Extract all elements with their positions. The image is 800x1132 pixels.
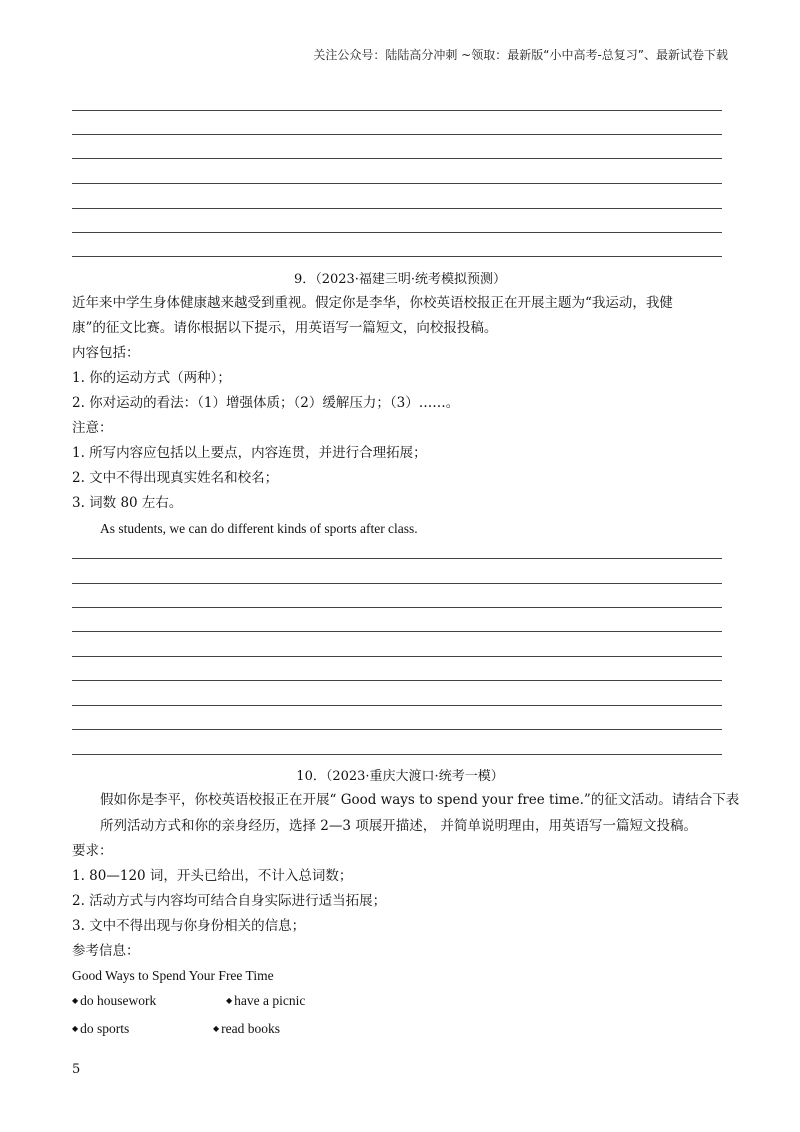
q10-reference-item-text: do housework bbox=[80, 993, 157, 1008]
writing-line bbox=[72, 607, 722, 608]
q10-reference-item bbox=[226, 993, 305, 1009]
q10-requirements-label: 要求： bbox=[72, 843, 113, 859]
writing-line bbox=[72, 583, 722, 584]
q10-paragraph-line-1: 假如你是李平，你校英语校报正在开展“ Good ways to spend your free time.”的征文活动。请结合下表 bbox=[100, 792, 740, 808]
q10-paragraph-line-2: 所列活动方式和你的亲身经历，选择 2—3 项展开描述， 并简单说明理由，用英语写一篇短文投稿。 bbox=[100, 818, 698, 834]
q10-reference-title: Good Ways to Spend Your Free Time bbox=[72, 968, 274, 983]
writing-line bbox=[72, 134, 722, 135]
writing-line bbox=[72, 183, 722, 184]
q10-requirement-3: 3. 文中不得出现与你身份相关的信息； bbox=[72, 918, 306, 934]
q10-title: 10．（2023·重庆大渡口·统考一模） bbox=[296, 769, 504, 784]
q9-note-label: 注意： bbox=[72, 420, 113, 436]
writing-line bbox=[72, 705, 722, 706]
writing-line bbox=[72, 631, 722, 632]
writing-line bbox=[72, 158, 722, 159]
q9-paragraph-line-1: 近年来中学生身体健康越来越受到重视。假定你是李华，你校英语校报正在开展主题为“我运动，我健 bbox=[72, 295, 673, 311]
q9-starter-sentence: As students, we can do different kinds of sports after class. bbox=[100, 521, 418, 536]
writing-line bbox=[72, 232, 722, 233]
q9-content-item-1: 1. 你的运动方式（两种）； bbox=[72, 370, 231, 386]
q10-requirement-1: 1. 80—120 词，开头已给出，不计入总词数； bbox=[72, 868, 353, 884]
q10-reference-item-text: read books bbox=[221, 1021, 281, 1036]
writing-line bbox=[72, 256, 722, 257]
q10-reference-item bbox=[72, 993, 156, 1009]
q9-note-item-1: 1. 所写内容应包括以上要点，内容连贯，并进行合理拓展； bbox=[72, 445, 427, 461]
q10-reference-item-text: do sports bbox=[80, 1021, 130, 1036]
writing-line bbox=[72, 110, 722, 111]
q10-requirement-2: 2. 活动方式与内容均可结合自身实际进行适当拓展； bbox=[72, 893, 387, 909]
writing-line bbox=[72, 729, 722, 730]
writing-line bbox=[72, 558, 722, 559]
q9-content-item-2: 2. 你对运动的看法：（1）增强体质；（2）缓解压力；（3）……。 bbox=[72, 395, 460, 411]
writing-line bbox=[72, 680, 722, 681]
writing-line bbox=[72, 208, 722, 209]
q10-reference-item bbox=[213, 1021, 280, 1037]
q10-reference-item-text: have a picnic bbox=[234, 993, 306, 1008]
q9-paragraph-line-2: 康”的征文比赛。请你根据以下提示，用英语写一篇短文，向校报投稿。 bbox=[72, 320, 498, 336]
q9-title: 9．（2023·福建三明·统考模拟预测） bbox=[293, 272, 507, 287]
q9-note-item-2: 2. 文中不得出现真实姓名和校名； bbox=[72, 470, 279, 486]
q9-content-label: 内容包括： bbox=[72, 345, 140, 361]
page-number: 5 bbox=[72, 1062, 81, 1077]
q10-reference-label: 参考信息： bbox=[72, 943, 140, 959]
q10-reference-item bbox=[72, 1021, 129, 1037]
writing-line bbox=[72, 754, 722, 755]
q9-note-item-3: 3. 词数 80 左右。 bbox=[72, 495, 183, 511]
page-header: 关注公众号：陆陆高分冲刺 ~领取：最新版“小中高考-总复习”、最新试卷下载 bbox=[313, 48, 728, 62]
writing-line bbox=[72, 656, 722, 657]
